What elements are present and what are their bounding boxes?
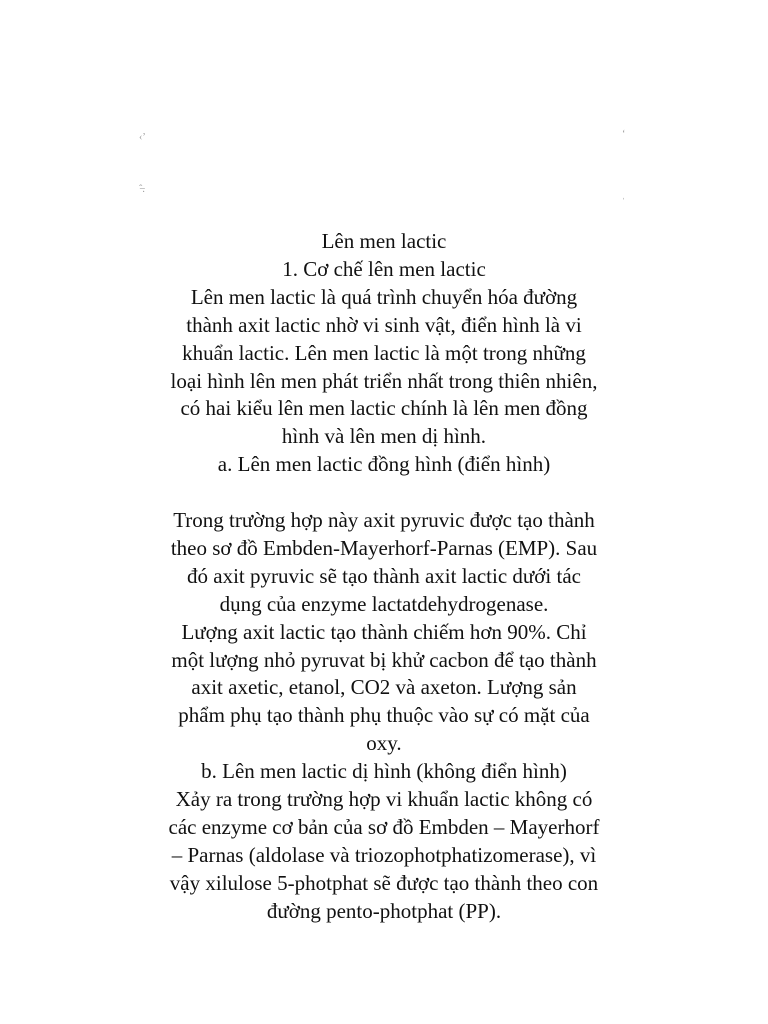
paragraph-line: đường pento-photphat (PP). xyxy=(266,898,502,923)
paragraph-line: axit axetic, etanol, CO2 và axeton. Lượng sản xyxy=(191,675,577,700)
paragraph-line: các enzyme cơ bản của sơ đồ Embden – Mayerhorf xyxy=(168,815,600,840)
paragraph-line: phẩm phụ tạo thành phụ thuộc vào sự có mặt của xyxy=(178,703,590,728)
document-title: Lên men lactic xyxy=(321,229,447,253)
paragraph-line: dụng của enzyme lactatdehydrogenase. xyxy=(219,591,549,616)
paragraph-line: Lượng axit lactic tạo thành chiếm hơn 90%. Chỉ xyxy=(181,619,587,644)
paragraph-line: Trong trường hợp này axit pyruvic được tạo thành xyxy=(173,508,595,533)
paragraph-line: theo sơ đồ Embden-Mayerhorf-Parnas (EMP). Sau xyxy=(170,535,598,560)
paragraph-line: – Parnas (aldolase và triozophotphatizomerase), vì xyxy=(171,842,597,867)
scan-mark-mid-left: ˆ̶. xyxy=(139,184,145,195)
paragraph-line: vậy xilulose 5-photphat sẽ được tạo thành theo con xyxy=(169,870,599,895)
paragraph-line: Lên men lactic là quá trình chuyển hóa đường xyxy=(190,284,578,309)
paragraph-line: đó axit pyruvic sẽ tạo thành axit lactic dưới tác xyxy=(187,563,581,588)
paragraph-line: khuẩn lactic. Lên men lactic là một trong những xyxy=(182,340,586,365)
document-body xyxy=(128,228,640,926)
scan-mark-mid-right: ˌ xyxy=(622,189,626,200)
paragraph-line: thành axit lactic nhờ vi sinh vật, điển hình là vi xyxy=(186,312,582,337)
paragraph-line: hình và lên men dị hình. xyxy=(281,424,487,449)
paragraph-line: một lượng nhỏ pyruvat bị khử cacbon để tạo thành xyxy=(171,647,597,672)
blank-line xyxy=(128,479,640,507)
paragraph-line: có hai kiểu lên men lactic chính là lên men đồng xyxy=(180,396,588,421)
paragraph-line: Xảy ra trong trường hợp vi khuẩn lactic không có xyxy=(175,787,593,812)
subsection-heading-heterolactic: b. Lên men lactic dị hình (không điển hình) xyxy=(201,759,567,784)
paragraph-line: oxy. xyxy=(366,731,402,756)
scan-mark-top-left: ‹’ xyxy=(139,132,146,143)
scan-mark-top-right: ‘ xyxy=(622,129,626,140)
paragraph-line: loại hình lên men phát triển nhất trong thiên nhiên, xyxy=(170,368,598,393)
subsection-heading-homolactic: a. Lên men lactic đồng hình (điển hình) xyxy=(217,452,551,477)
section-heading-mechanism: 1. Cơ chế lên men lactic xyxy=(282,256,486,281)
